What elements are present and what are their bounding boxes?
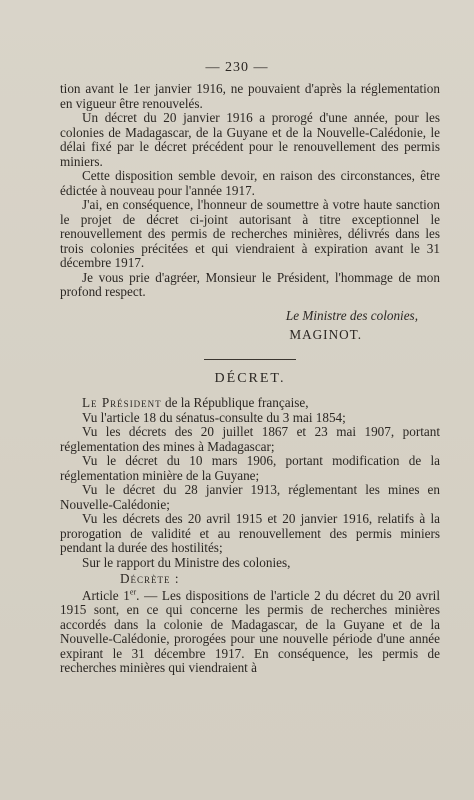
vu-clause: Vu le décret du 10 mars 1906, portant modification de la réglementation minière de la Guyane; bbox=[60, 453, 440, 483]
paragraph: J'ai, en conséquence, l'honneur de soumettre à votre haute sanction le projet de décret ci-joint autorisant à titre exceptionnel le renouvellement des permis de recherches minières, délivrés dans les trois colonies précitées et qui viendraient à expiration avant le 31 décembre 1917. bbox=[60, 197, 440, 270]
article-paragraph bbox=[60, 589, 440, 676]
article-text: . — Les dispositions de l'article 2 du décret du 20 avril 1915 sont, en ce qui concerne les permis de recherches minières accordés dans la colonie de Madagascar, de la Guyane et de la Nouvelle-Calédonie, prorogées pour une nouvelle période d'une année expirant le 31 décembre 1917. En conséquence, les permis de recherches minières qui viendraient à bbox=[60, 587, 440, 675]
president-line bbox=[60, 396, 440, 411]
decrete-label: Décrète : bbox=[120, 571, 180, 586]
signature-title: Le Ministre des colonies, bbox=[285, 307, 418, 323]
vu-clause: Vu les décrets des 20 juillet 1867 et 23 mai 1907, portant réglementation des mines à Madagascar; bbox=[60, 424, 440, 454]
vu-clause: Vu les décrets des 20 avril 1915 et 20 janvier 1916, relatifs à la prorogation de validité et au renouvellement des permis miniers pendant la durée des hostilités; bbox=[60, 511, 440, 555]
article-label: Article 1 bbox=[82, 587, 130, 603]
report-body bbox=[60, 82, 440, 676]
vu-clause: Vu le décret du 28 janvier 1913, réglementant les mines en Nouvelle-Calédonie; bbox=[60, 482, 440, 512]
signature-name: MAGINOT. bbox=[289, 327, 362, 342]
president-prefix: Le Président bbox=[82, 395, 162, 410]
paragraph: Un décret du 20 janvier 1916 a prorogé d'une année, pour les colonies de Madagascar, de la Guyane et de la Nouvelle-Calédonie, le délai fixé par le décret précédent pour le renouvellement des permis miniers. bbox=[60, 110, 440, 169]
paragraph: Je vous prie d'agréer, Monsieur le Président, l'hommage de mon profond respect. bbox=[60, 269, 440, 299]
vu-clause: Sur le rapport du Ministre des colonies, bbox=[82, 554, 291, 570]
decree-heading: DÉCRET. bbox=[214, 370, 286, 386]
article-superscript: er bbox=[129, 587, 137, 597]
vu-clause: Vu l'article 18 du sénatus-consulte du 3 mai 1854; bbox=[82, 409, 346, 425]
page-number: — 230 — bbox=[205, 60, 269, 75]
paragraph: tion avant le 1er janvier 1916, ne pouvaient d'après la réglementation en vigueur être renouvelés. bbox=[60, 81, 440, 111]
paragraph: Cette disposition semble devoir, en raison des circonstances, être édictée à nouveau pour l'année 1917. bbox=[60, 168, 440, 198]
president-rest: de la République française, bbox=[161, 395, 309, 410]
section-divider bbox=[204, 359, 296, 360]
